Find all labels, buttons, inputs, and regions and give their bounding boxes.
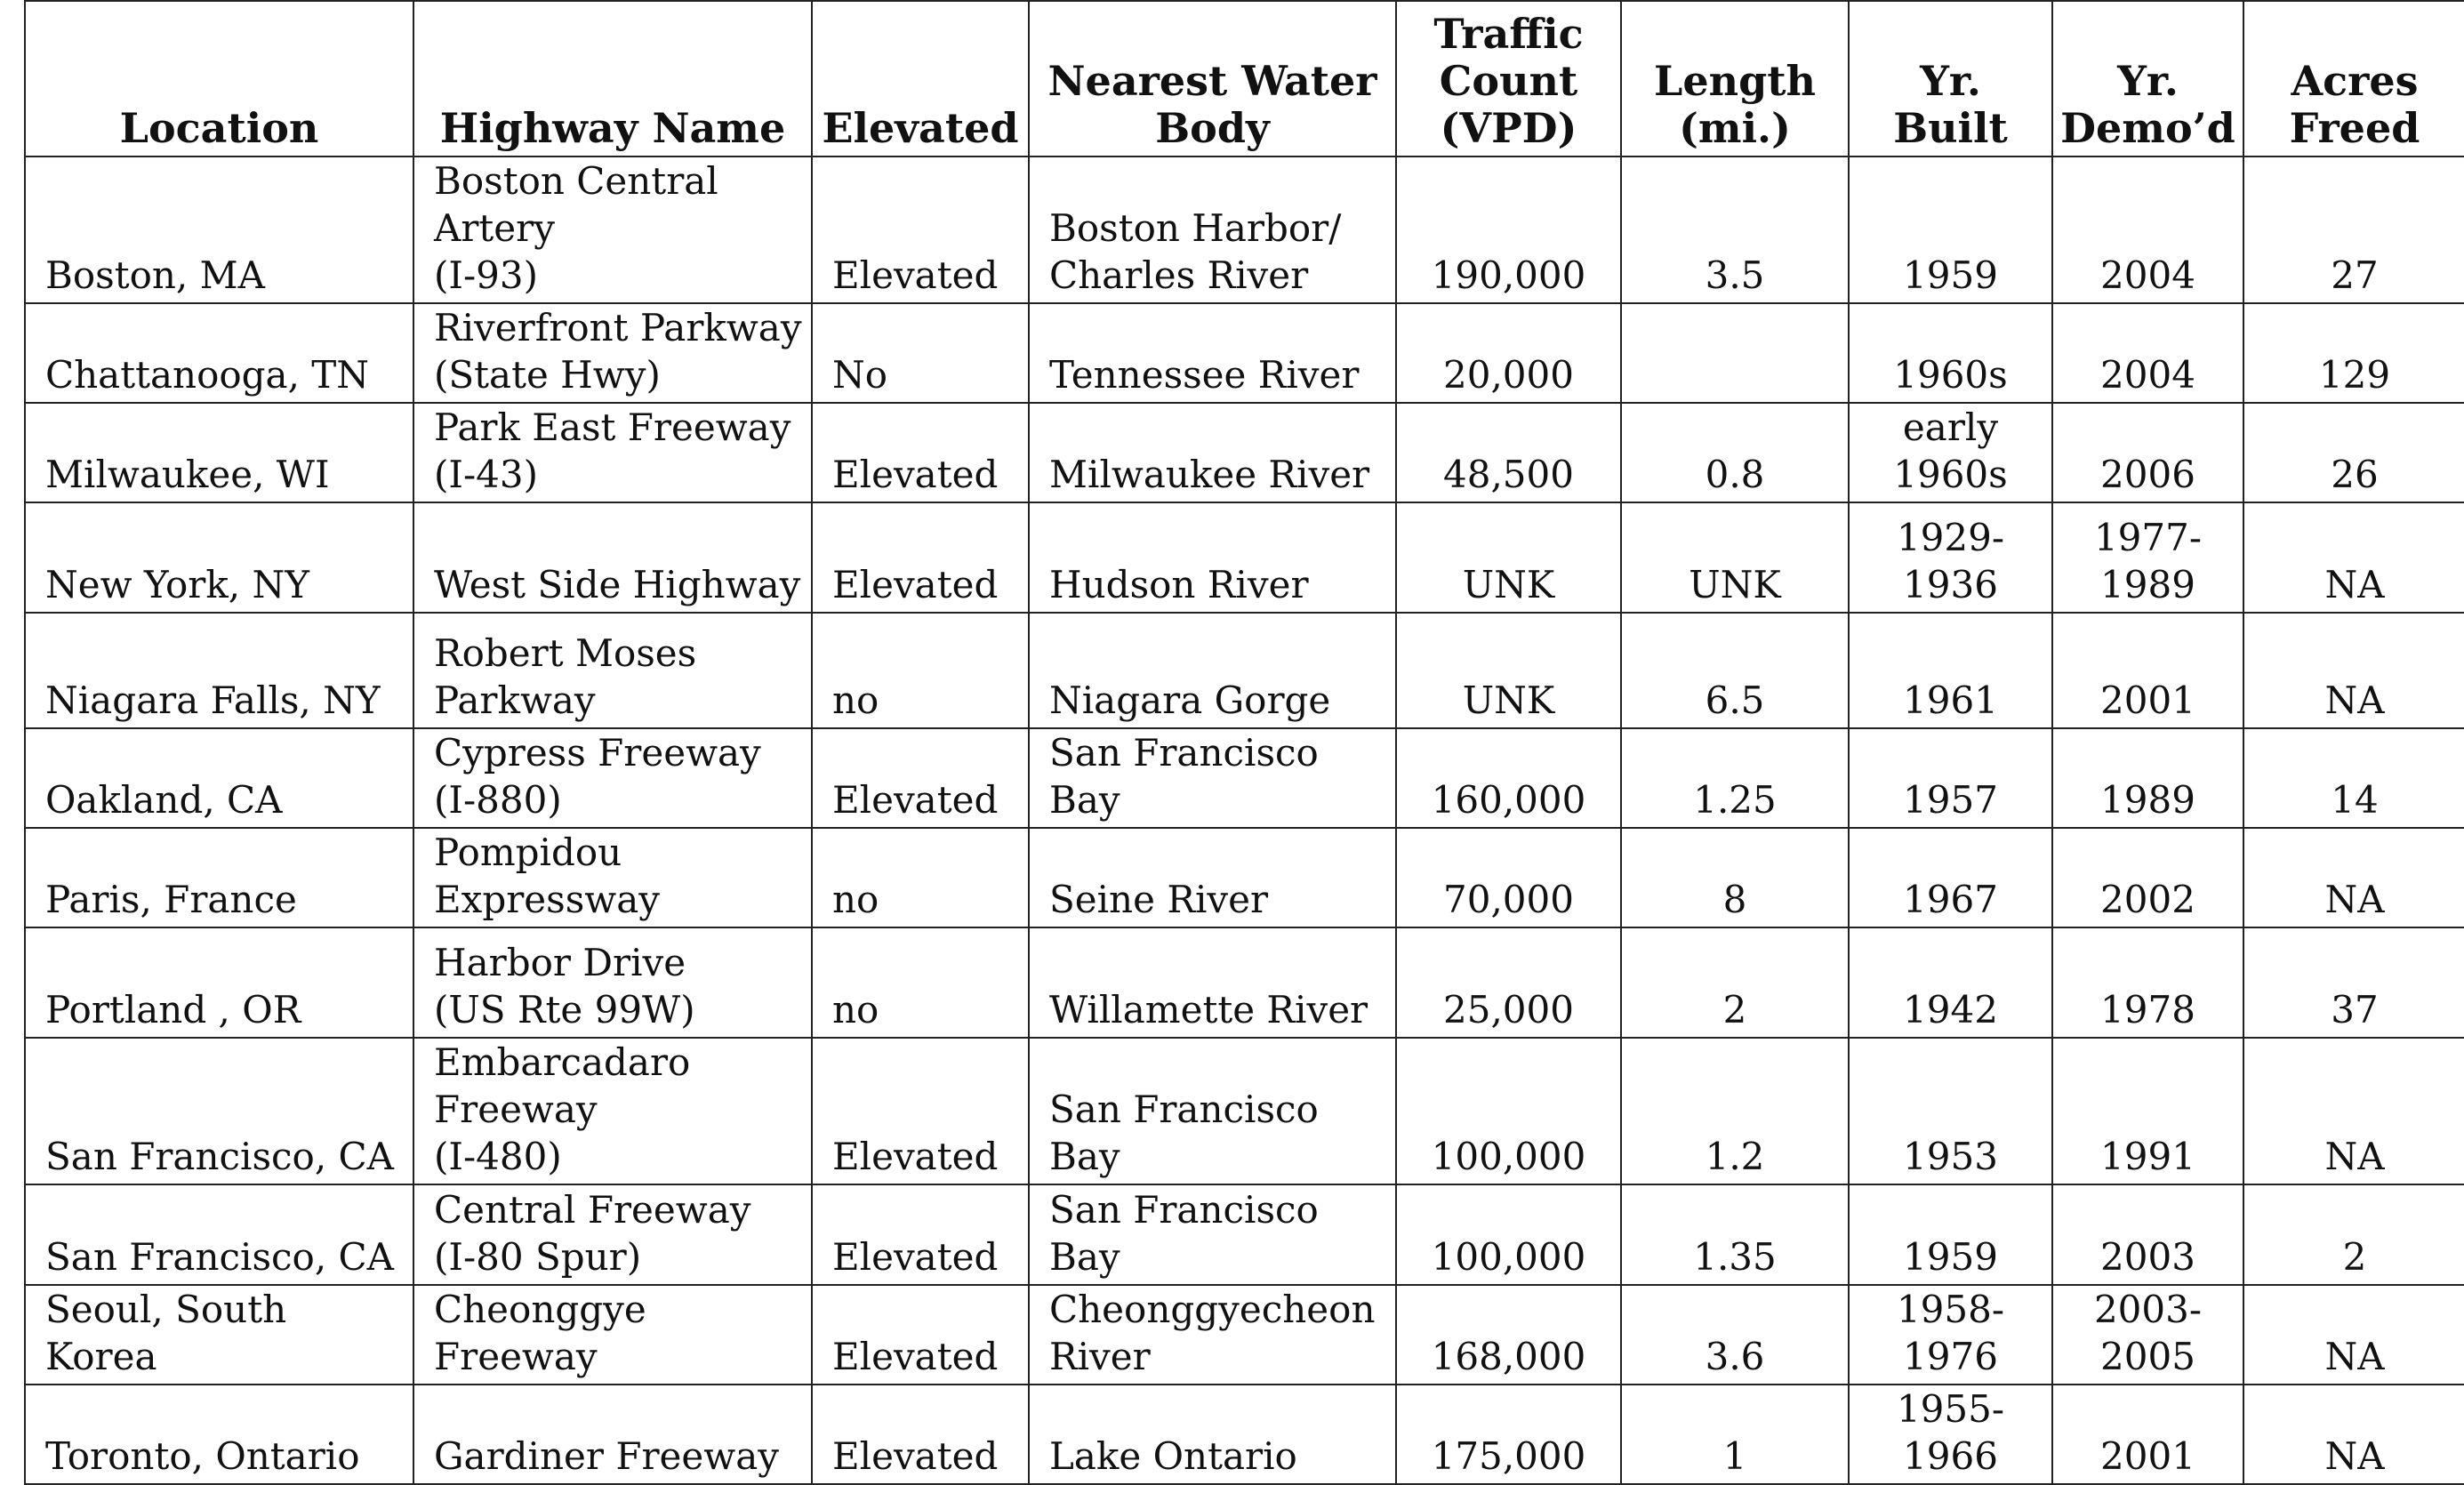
cell-length: 1.25 (1621, 728, 1849, 828)
cell-elevated: no (812, 828, 1029, 927)
cell-acres-freed: NA (2243, 1038, 2464, 1184)
cell-length: 6.5 (1621, 613, 1849, 728)
cell-highway-name: Pompidou Expressway (413, 828, 812, 927)
cell-year-demolished: 2004 (2052, 303, 2243, 403)
cell-elevated: Elevated (812, 502, 1029, 613)
cell-water-body: San Francisco Bay (1029, 1038, 1396, 1184)
cell-acres-freed: NA (2243, 828, 2464, 927)
cell-elevated: No (812, 303, 1029, 403)
cell-location: Oakland, CA (25, 728, 413, 828)
cell-year-built: 1959 (1849, 157, 2052, 303)
table-row (25, 828, 2464, 927)
cell-year-demolished: 1977- 1989 (2052, 502, 2243, 613)
cell-year-demolished: 2001 (2052, 613, 2243, 728)
cell-traffic-count: 168,000 (1396, 1285, 1621, 1385)
cell-year-demolished: 2002 (2052, 828, 2243, 927)
cell-year-built: 1957 (1849, 728, 2052, 828)
cell-water-body: Tennessee River (1029, 303, 1396, 403)
cell-water-body: Niagara Gorge (1029, 613, 1396, 728)
cell-year-built: 1959 (1849, 1184, 2052, 1285)
cell-acres-freed: 37 (2243, 927, 2464, 1038)
cell-elevated: Elevated (812, 1385, 1029, 1484)
cell-location: Paris, France (25, 828, 413, 927)
table-row (25, 728, 2464, 828)
table-row (25, 927, 2464, 1038)
header-year-built: Yr. Built (1849, 1, 2052, 157)
cell-traffic-count: 190,000 (1396, 157, 1621, 303)
cell-highway-name: Riverfront Parkway (State Hwy) (413, 303, 812, 403)
cell-acres-freed: 27 (2243, 157, 2464, 303)
cell-location: New York, NY (25, 502, 413, 613)
cell-water-body: Seine River (1029, 828, 1396, 927)
cell-traffic-count: UNK (1396, 502, 1621, 613)
cell-highway-name: West Side Highway (413, 502, 812, 613)
table-row (25, 1184, 2464, 1285)
cell-year-built: 1955- 1966 (1849, 1385, 2052, 1484)
cell-highway-name: Harbor Drive (US Rte 99W) (413, 927, 812, 1038)
cell-highway-name: Embarcadaro Freeway (I-480) (413, 1038, 812, 1184)
cell-length: 1 (1621, 1385, 1849, 1484)
cell-location: Boston, MA (25, 157, 413, 303)
cell-water-body: Cheonggyecheon River (1029, 1285, 1396, 1385)
cell-traffic-count: UNK (1396, 613, 1621, 728)
cell-location: San Francisco, CA (25, 1184, 413, 1285)
cell-length: 2 (1621, 927, 1849, 1038)
cell-acres-freed: 26 (2243, 403, 2464, 502)
cell-traffic-count: 160,000 (1396, 728, 1621, 828)
table-row (25, 613, 2464, 728)
cell-acres-freed: NA (2243, 1385, 2464, 1484)
cell-highway-name: Central Freeway (I-80 Spur) (413, 1184, 812, 1285)
cell-elevated: Elevated (812, 157, 1029, 303)
cell-water-body: San Francisco Bay (1029, 728, 1396, 828)
cell-year-built: 1953 (1849, 1038, 2052, 1184)
cell-elevated: Elevated (812, 1038, 1029, 1184)
cell-year-demolished: 2006 (2052, 403, 2243, 502)
cell-elevated: Elevated (812, 403, 1029, 502)
cell-water-body: Boston Harbor/ Charles River (1029, 157, 1396, 303)
cell-year-demolished: 1991 (2052, 1038, 2243, 1184)
cell-highway-name: Robert Moses Parkway (413, 613, 812, 728)
cell-traffic-count: 20,000 (1396, 303, 1621, 403)
cell-traffic-count: 70,000 (1396, 828, 1621, 927)
header-location: Location (25, 1, 413, 157)
cell-water-body: Willamette River (1029, 927, 1396, 1038)
cell-traffic-count: 100,000 (1396, 1184, 1621, 1285)
table-row (25, 403, 2464, 502)
header-elevated: Elevated (812, 1, 1029, 157)
cell-location: Toronto, Ontario (25, 1385, 413, 1484)
highway-removal-table (24, 0, 2464, 1485)
cell-traffic-count: 48,500 (1396, 403, 1621, 502)
cell-elevated: Elevated (812, 1285, 1029, 1385)
table-row (25, 157, 2464, 303)
cell-length: 1.2 (1621, 1038, 1849, 1184)
cell-water-body: San Francisco Bay (1029, 1184, 1396, 1285)
cell-length: 3.5 (1621, 157, 1849, 303)
cell-highway-name: Boston Central Artery (I-93) (413, 157, 812, 303)
cell-length: 0.8 (1621, 403, 1849, 502)
table-row (25, 502, 2464, 613)
cell-year-built: 1929- 1936 (1849, 502, 2052, 613)
cell-acres-freed: NA (2243, 613, 2464, 728)
cell-location: Niagara Falls, NY (25, 613, 413, 728)
table-row (25, 1385, 2464, 1484)
cell-traffic-count: 175,000 (1396, 1385, 1621, 1484)
cell-length (1621, 303, 1849, 403)
cell-year-demolished: 2003- 2005 (2052, 1285, 2243, 1385)
cell-year-demolished: 1978 (2052, 927, 2243, 1038)
cell-year-built: 1967 (1849, 828, 2052, 927)
cell-acres-freed: 14 (2243, 728, 2464, 828)
cell-year-demolished: 2004 (2052, 157, 2243, 303)
cell-year-built: early 1960s (1849, 403, 2052, 502)
cell-highway-name: Cheonggye Freeway (413, 1285, 812, 1385)
cell-water-body: Lake Ontario (1029, 1385, 1396, 1484)
cell-year-demolished: 2001 (2052, 1385, 2243, 1484)
header-highway-name: Highway Name (413, 1, 812, 157)
cell-water-body: Milwaukee River (1029, 403, 1396, 502)
cell-acres-freed: NA (2243, 1285, 2464, 1385)
cell-year-built: 1961 (1849, 613, 2052, 728)
header-length: Length (mi.) (1621, 1, 1849, 157)
cell-traffic-count: 100,000 (1396, 1038, 1621, 1184)
table-row (25, 303, 2464, 403)
cell-highway-name: Gardiner Freeway (413, 1385, 812, 1484)
cell-length: 1.35 (1621, 1184, 1849, 1285)
cell-year-built: 1958- 1976 (1849, 1285, 2052, 1385)
header-traffic-count: Traffic Count (VPD) (1396, 1, 1621, 157)
cell-year-demolished: 1989 (2052, 728, 2243, 828)
table-row (25, 1038, 2464, 1184)
cell-elevated: Elevated (812, 1184, 1029, 1285)
cell-year-demolished: 2003 (2052, 1184, 2243, 1285)
header-year-demolished: Yr. Demo’d (2052, 1, 2243, 157)
cell-acres-freed: NA (2243, 502, 2464, 613)
cell-traffic-count: 25,000 (1396, 927, 1621, 1038)
cell-location: San Francisco, CA (25, 1038, 413, 1184)
cell-length: 8 (1621, 828, 1849, 927)
cell-highway-name: Park East Freeway (I-43) (413, 403, 812, 502)
cell-water-body: Hudson River (1029, 502, 1396, 613)
header-acres-freed: Acres Freed (2243, 1, 2464, 157)
header-nearest-water-body: Nearest Water Body (1029, 1, 1396, 157)
cell-location: Seoul, South Korea (25, 1285, 413, 1385)
cell-highway-name: Cypress Freeway (I-880) (413, 728, 812, 828)
header-row (25, 1, 2464, 157)
cell-location: Portland , OR (25, 927, 413, 1038)
cell-elevated: no (812, 613, 1029, 728)
cell-elevated: no (812, 927, 1029, 1038)
cell-elevated: Elevated (812, 728, 1029, 828)
cell-length: 3.6 (1621, 1285, 1849, 1385)
table-row (25, 1285, 2464, 1385)
cell-year-built: 1960s (1849, 303, 2052, 403)
cell-length: UNK (1621, 502, 1849, 613)
cell-location: Chattanooga, TN (25, 303, 413, 403)
cell-location: Milwaukee, WI (25, 403, 413, 502)
cell-year-built: 1942 (1849, 927, 2052, 1038)
cell-acres-freed: 129 (2243, 303, 2464, 403)
cell-acres-freed: 2 (2243, 1184, 2464, 1285)
